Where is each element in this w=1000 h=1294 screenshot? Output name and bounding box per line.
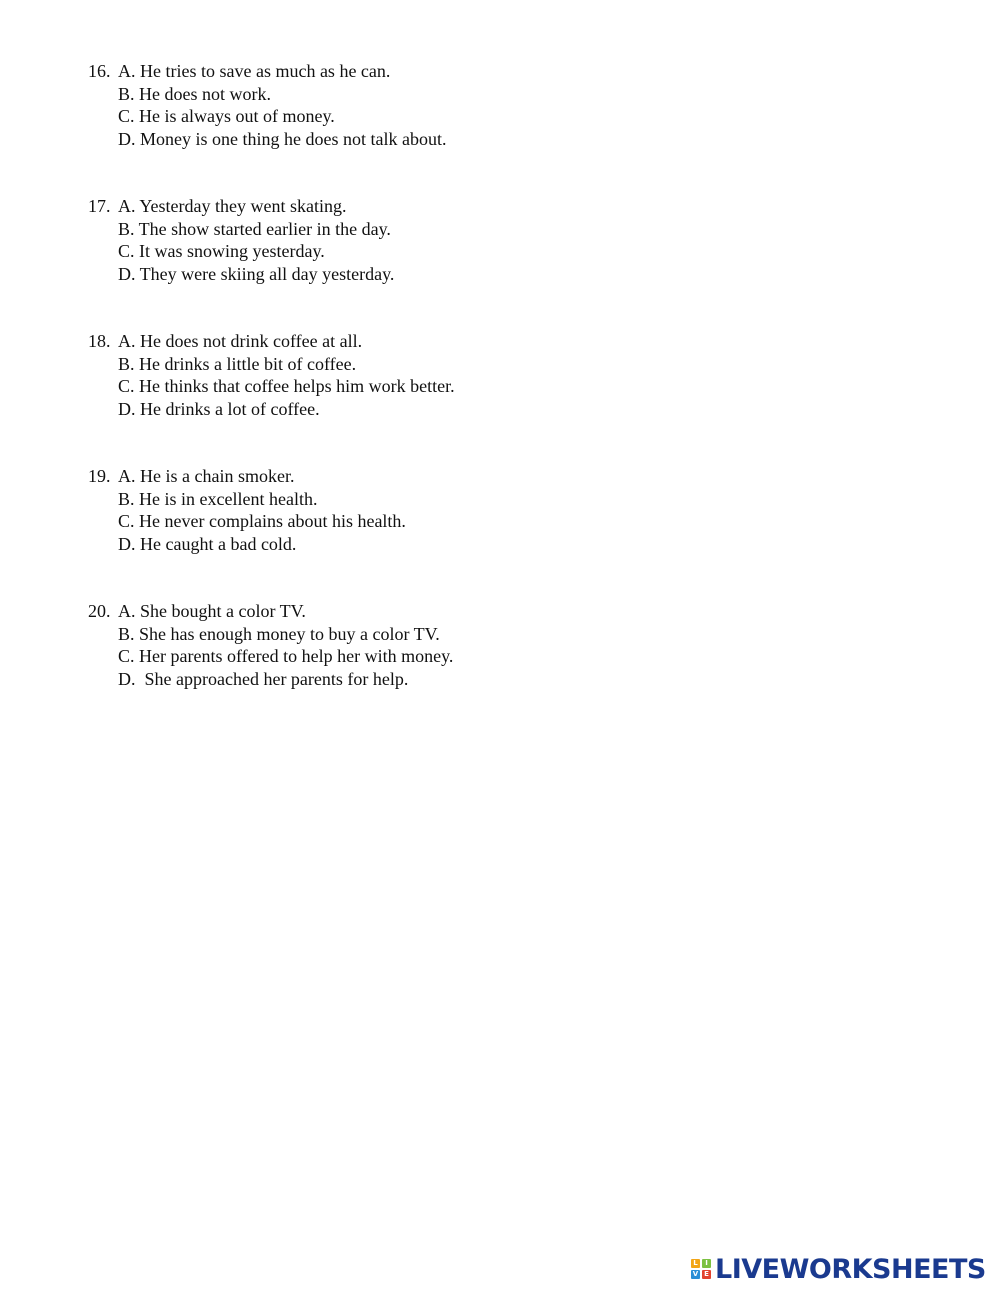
- option-d[interactable]: D. He drinks a lot of coffee.: [118, 398, 320, 419]
- question-number: 17.: [88, 196, 111, 216]
- option-c[interactable]: C. He is always out of money.: [118, 106, 335, 126]
- option-c[interactable]: C. It was snowing yesterday.: [118, 241, 325, 261]
- question-number: 20.: [88, 601, 111, 621]
- question-18: [88, 330, 455, 420]
- option-d[interactable]: D. They were skiing all day yesterday.: [118, 263, 395, 284]
- question-number: 18.: [88, 331, 111, 351]
- question-16: [88, 60, 446, 150]
- option-b[interactable]: B. He drinks a little bit of coffee.: [118, 353, 357, 374]
- option-d[interactable]: D. He caught a bad cold.: [118, 533, 297, 554]
- option-a[interactable]: A. She bought a color TV.: [118, 601, 306, 621]
- option-c[interactable]: C. He thinks that coffee helps him work better.: [118, 376, 455, 396]
- logo-mark-tile: V: [692, 1270, 699, 1278]
- question-number: 19.: [88, 466, 111, 486]
- option-c[interactable]: C. Her parents offered to help her with money.: [118, 646, 454, 666]
- option-b[interactable]: B. He is in excellent health.: [118, 488, 318, 509]
- logo-mark-tile: E: [702, 1270, 711, 1279]
- question-number: 16.: [88, 61, 111, 81]
- option-b[interactable]: B. He does not work.: [118, 83, 271, 104]
- question-19: [88, 465, 406, 555]
- option-a[interactable]: A. Yesterday they went skating.: [118, 196, 347, 216]
- option-a[interactable]: A. He does not drink coffee at all.: [118, 331, 363, 351]
- option-a[interactable]: A. He tries to save as much as he can.: [118, 61, 391, 81]
- logo-mark-tile: I: [702, 1259, 711, 1268]
- option-a[interactable]: A. He is a chain smoker.: [118, 466, 295, 486]
- option-c[interactable]: C. He never complains about his health.: [118, 511, 406, 531]
- question-20: [88, 600, 453, 690]
- liveworksheets-logo: [691, 1254, 986, 1284]
- logo-text: LIVEWORKSHEETS: [715, 1253, 986, 1285]
- option-b[interactable]: B. The show started earlier in the day.: [118, 218, 391, 239]
- logo-mark-tile: L: [691, 1259, 700, 1268]
- option-d[interactable]: D. Money is one thing he does not talk about.: [118, 128, 447, 149]
- option-b[interactable]: B. She has enough money to buy a color TV.: [118, 623, 440, 644]
- question-17: [88, 195, 394, 285]
- logo-mark-icon: [691, 1259, 711, 1279]
- option-d[interactable]: D. She approached her parents for help.: [118, 668, 409, 689]
